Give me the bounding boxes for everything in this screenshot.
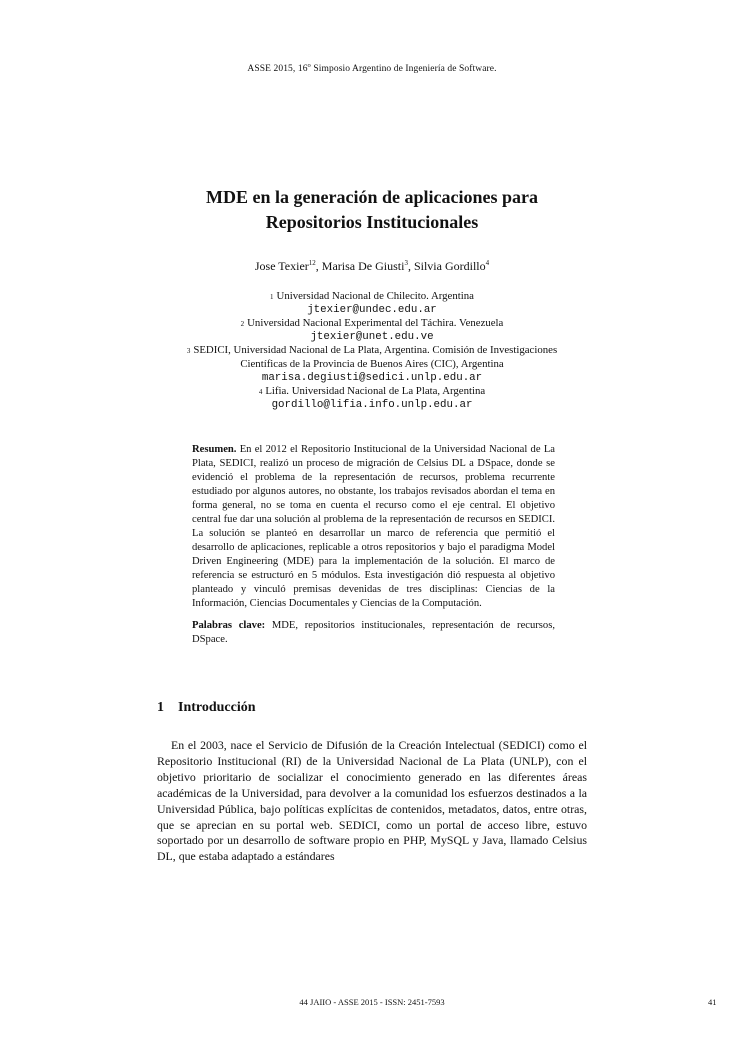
affiliation-line: [0, 344, 744, 358]
affiliation-number: 1: [270, 293, 274, 301]
author-name: Jose Texier: [254, 259, 309, 273]
affiliation-text: SEDICI, Universidad Nacional de La Plata, Argentina. Comisión de Investigaciones: [193, 344, 558, 357]
author-list: Jose Texier$^{12}$, Marisa De Giusti$^3$, Silvia Gordillo$^4$: [254, 259, 490, 273]
author-affil-sup: 4: [485, 259, 490, 267]
affiliation-email: gordillo@lifia.info.unlp.edu.ar: [271, 398, 473, 411]
keywords-label: Palabras clave:: [192, 620, 266, 631]
paper-title: [0, 185, 744, 235]
affiliation-email: jtexier@unet.edu.ve: [310, 331, 434, 344]
affiliation-line: [0, 290, 744, 304]
affiliation-item: [0, 344, 744, 384]
paper-title-line-2: Repositorios Institucionales: [265, 212, 479, 232]
page-footer: 44 JAIIO - ASSE 2015 - ISSN: 2451-7593: [299, 997, 445, 1007]
affiliation-number: 4: [258, 387, 263, 396]
running-header-pre: ASSE 2015, 16: [247, 64, 308, 75]
affiliation-item: [0, 317, 744, 344]
affiliation-text: Universidad Nacional de Chilecito. Argentina: [276, 290, 474, 302]
abstract-block: [192, 443, 555, 647]
affiliation-text: Universidad Nacional Experimental del Táchira. Venezuela: [247, 317, 504, 330]
running-header-sup: o: [307, 62, 311, 69]
affiliation-list: [0, 290, 744, 412]
author-affil-sup: 12: [308, 259, 316, 267]
author-affil-sup: 3: [404, 259, 408, 267]
section-heading: [157, 700, 256, 716]
affiliation-line: [0, 317, 744, 331]
abstract-paragraph: [192, 443, 555, 611]
affiliation-text: Científicas de la Provincia de Buenos Aires (CIC), Argentina: [240, 358, 504, 371]
affiliation-number: 2: [240, 320, 245, 329]
section-title: Introducción: [178, 700, 256, 715]
abstract-text: En el 2012 el Repositorio Institucional de la Universidad Nacional de La Plata, SEDICI, realizó un proceso de migración de Celsius DL a DSpace, donde se evidenció el problema de la representación de recursos, problema recurrente estudiado por algunos autores, no obstante, los trabajos revisados abordan el tema en forma general, no se toma en cuenta el recurso como el eje central. El objetivo central fue dar una solución al problema de la representación de recursos en SEDICI. La solución se planteó en desarrollar un marco de referencia que permitió el desarrollo de aplicaciones, replicable a otros repositorios y bajo el paradigma Model Driven Engineering (MDE) para la implementación de la solución. El marco de referencia se estructuró en 5 módulos. Esta investigación dió respuesta al objetivo planteado y vinculó premisas devenidas de tres disciplinas: Ciencias de la Información, Ciencias Documentales y Ciencias de la Computación.: [192, 444, 555, 609]
affiliation-email: marisa.degiusti@sedici.unlp.edu.ar: [261, 371, 483, 384]
author-name: Silvia Gordillo: [413, 259, 486, 273]
affiliation-email: jtexier@undec.edu.ar: [307, 304, 437, 317]
affiliation-number: 3: [186, 347, 191, 356]
section-number: 1: [157, 700, 164, 715]
paper-title-line-1: MDE en la generación de aplicaciones para: [206, 187, 538, 207]
page-number: 41: [708, 997, 717, 1007]
affiliation-text: Lifia. Universidad Nacional de La Plata, Argentina: [265, 384, 486, 397]
affiliation-line: [0, 385, 744, 399]
keywords-text: MDE, repositorios institucionales, representación de recursos, DSpace.: [192, 620, 556, 645]
keywords-paragraph: [192, 619, 555, 647]
running-header-post: Simposio Argentino de Ingeniería de Software.: [310, 64, 497, 75]
abstract-label: Resumen.: [192, 444, 237, 455]
body-paragraph: En el 2003, nace el Servicio de Difusión de la Creación Intelectual (SEDICI) como el Repositorio Institucional (RI) de la Universidad Nacional de La Plata (UNLP), con el objetivo prioritario de socializar el conocimiento generado en las diferentes áreas académicas de la Universidad, para devolver a la comunidad los esfuerzos destinados a la Universidad Pública, bajo políticas explícitas de contenidos, metadatos, datos, entre otras, que se aprecian en su portal web. SEDICI, como un portal de acceso libre, estuvo soportado por un desarrollo de software propio en PHP, MySQL y Java, llamado Celsius DL, que estaba adaptado a estándares: [157, 738, 587, 864]
affiliation-item: [0, 290, 744, 317]
affiliation-item: [0, 385, 744, 412]
author-name: Marisa De Giusti: [321, 259, 405, 273]
running-header: [0, 62, 744, 74]
body-text: [157, 738, 587, 865]
